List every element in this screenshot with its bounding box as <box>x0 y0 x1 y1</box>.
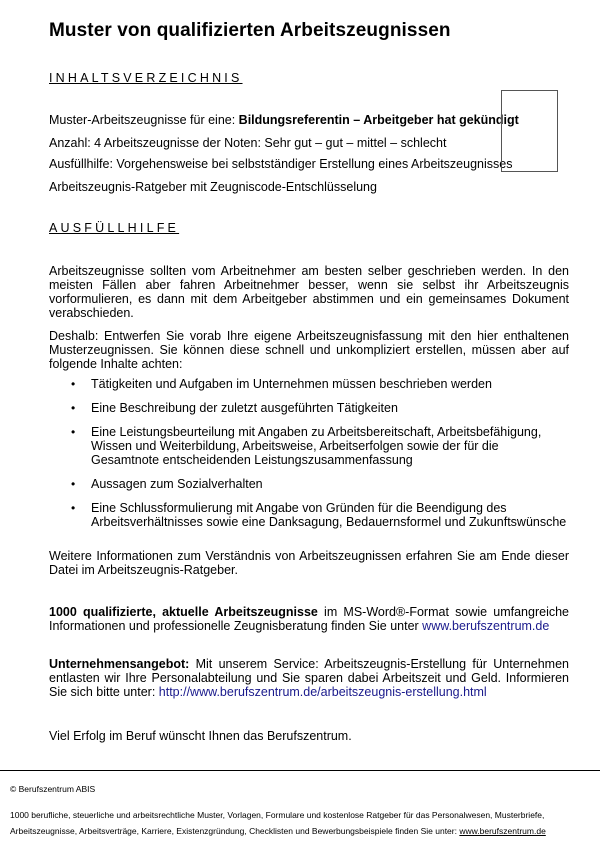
bullet-icon: • <box>71 477 76 491</box>
footer-line-1: 1000 berufliche, steuerliche und arbeitsrechtliche Muster, Vorlagen, Formulare und kostenlose Ratgeber für das Personalwesen, Musterbriefe, <box>10 810 545 820</box>
list-item <box>49 401 569 415</box>
list-item-text: Eine Schlussformulierung mit Angabe von Gründen für die Beendigung des Arbeitsverhältnisses sowie eine Danksagung, Bedauernsformel und Zukunftswünsche <box>91 501 567 529</box>
help-paragraph-2: Deshalb: Entwerfen Sie vorab Ihre eigene Arbeitszeugnisfassung mit den hier enthaltenen Musterzeugnissen. Sie können diese schnell und unkompliziert erstellen, müssen aber auf folgende Inhalte achten: <box>49 329 569 371</box>
toc-line-1-bold: Bildungsreferentin – Arbeitgeber hat gekündigt <box>238 113 519 127</box>
closing-line: Viel Erfolg im Beruf wünscht Ihnen das Berufszentrum. <box>49 729 352 743</box>
list-item-text: Eine Leistungsbeurteilung mit Angaben zu Arbeitsbereitschaft, Arbeitsbefähigung, Wissen und Weiterbildung, Arbeitsweise, Arbeitserfolgen sowie der für die Gesamtnote entscheidenden Leistungszusammenfassung <box>91 425 542 467</box>
help-paragraph-3: Weitere Informationen zum Verständnis von Arbeitszeugnissen erfahren Sie am Ende dieser Datei im Arbeitszeugnis-Ratgeber. <box>49 549 569 577</box>
list-item <box>49 425 569 467</box>
footer-line-2-text: Arbeitszeugnisse, Arbeitsverträge, Karriere, Existenzgründung, Checklisten und Bewerbungsbeispiele finden Sie unter: <box>10 826 460 836</box>
list-item <box>49 501 569 529</box>
bullet-icon: • <box>71 377 76 391</box>
toc-line-1-prefix: Muster-Arbeitszeugnisse für eine: <box>49 113 239 127</box>
footer-divider <box>0 770 600 771</box>
content-requirements-list <box>49 377 569 539</box>
list-item-text: Aussagen zum Sozialverhalten <box>91 477 263 491</box>
footer-link[interactable]: www.berufszentrum.de <box>459 826 546 836</box>
empty-frame <box>501 90 558 172</box>
promo-text: im MS-Word®-Format sowie umfangreiche Informationen und professionelle Zeugnisberatung finden Sie unter <box>49 605 569 633</box>
footer-copyright: © Berufszentrum ABIS <box>10 784 96 794</box>
toc-line-3: Ausfüllhilfe: Vorgehensweise bei selbstständiger Erstellung eines Arbeitszeugnisses <box>49 157 513 171</box>
toc-line-4: Arbeitszeugnis-Ratgeber mit Zeugniscode-Entschlüsselung <box>49 180 377 194</box>
offer-link[interactable]: http://www.berufszentrum.de/arbeitszeugnis-erstellung.html <box>158 685 487 699</box>
help-heading: AUSFÜLLHILFE <box>49 221 180 235</box>
page-title: Muster von qualifizierten Arbeitszeugnissen <box>49 20 451 41</box>
list-item-text: Eine Beschreibung der zuletzt ausgeführten Tätigkeiten <box>91 401 398 415</box>
bullet-icon: • <box>71 401 76 415</box>
list-item-text: Tätigkeiten und Aufgaben im Unternehmen müssen beschrieben werden <box>91 377 492 391</box>
list-item <box>49 377 569 391</box>
offer-text: Mit unserem Service: Arbeitszeugnis-Erstellung für Unternehmen entlasten wir Ihre Personalabteilung und Sie sparen dabei Arbeitszeit und Geld. Informieren Sie sich bitte unter: <box>49 657 569 699</box>
promo-paragraph <box>49 605 569 633</box>
bullet-icon: • <box>71 501 76 515</box>
bullet-icon: • <box>71 425 76 439</box>
offer-paragraph <box>49 657 569 699</box>
offer-bold: Unternehmensangebot: <box>49 657 190 671</box>
toc-line-1 <box>49 113 519 127</box>
footer-line-2 <box>10 826 595 836</box>
toc-line-2: Anzahl: 4 Arbeitszeugnisse der Noten: Sehr gut – gut – mittel – schlecht <box>49 136 447 150</box>
promo-bold: 1000 qualifizierte, aktuelle Arbeitszeugnisse <box>49 605 318 619</box>
help-paragraph-1: Arbeitszeugnisse sollten vom Arbeitnehmer am besten selber geschrieben werden. In den meisten Fällen aber fahren Arbeitnehmer besser, wenn sie selbst ihr Arbeitszeugnis vorformulieren, es dann mit dem Arbeitgeber abstimmen und ein gemeinsames Dokument verabschieden. <box>49 264 569 320</box>
promo-link[interactable]: www.berufszentrum.de <box>422 619 550 633</box>
toc-heading: INHALTSVERZEICHNIS <box>49 71 243 85</box>
list-item <box>49 477 569 491</box>
